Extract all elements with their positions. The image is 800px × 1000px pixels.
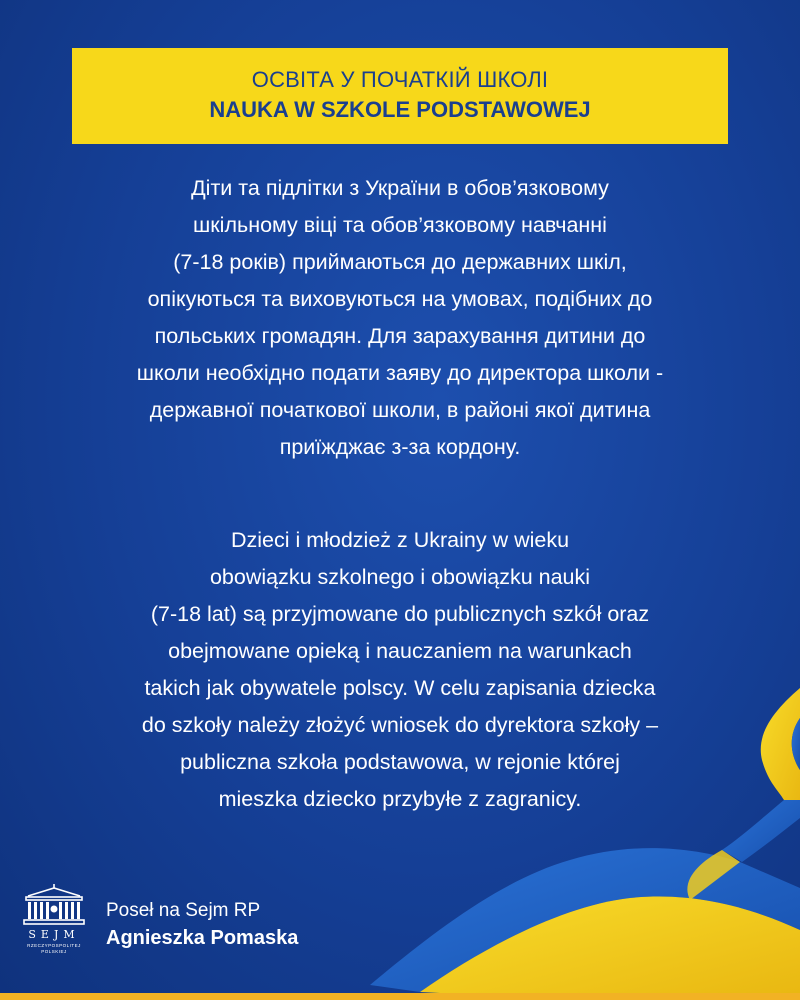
paragraph-line: Діти та підлітки з України в обов’язковому — [191, 176, 609, 200]
paragraph-line: mieszka dziecko przybyłe z zagranicy. — [218, 787, 582, 811]
footer-signature — [106, 898, 298, 952]
paragraph-ukrainian — [40, 170, 760, 466]
paragraph-line: obejmowane opieką i nauczaniem na warunkach — [168, 639, 632, 663]
title-banner — [72, 48, 728, 144]
bottom-accent-bar — [0, 993, 800, 1000]
logo-subtitle: POLSKIEJ — [41, 949, 67, 954]
paragraph-line: шкільному віці та обов’язковому навчанні — [193, 213, 607, 237]
paragraph-line: takich jak obywatele polscy. W celu zapisania dziecka — [144, 676, 656, 700]
footer-name: Agnieszka Pomaska — [106, 927, 299, 949]
paragraph-line: (7-18 lat) są przyjmowane do publicznych szkół oraz — [150, 602, 650, 626]
paragraph-line: приїжджає з-за кордону. — [279, 435, 521, 459]
paragraph-line: польських громадян. Для зарахування дитини до — [154, 324, 646, 348]
paragraph-line: publiczna szkoła podstawowa, w rejonie której — [180, 750, 620, 774]
logo-subtitle: RZECZYPOSPOLITEJ — [27, 943, 81, 948]
paragraph-line: Dzieci i młodzież z Ukrainy w wieku — [230, 528, 570, 552]
footer-role: Poseł na Sejm RP — [106, 900, 261, 921]
logo-wordmark: SEJM — [28, 928, 80, 941]
title-ukrainian: ОСВІТА У ПОЧАТКІЙ ШКОЛІ — [251, 67, 549, 92]
paragraph-line: do szkoły należy złożyć wniosek do dyrektora szkoły – — [141, 713, 659, 737]
paragraph-line: державної початкової школи, в районі якої дитина — [149, 398, 651, 422]
paragraph-line: опікуються та виховуються на умовах, подібних до — [147, 287, 653, 311]
paragraph-line: школи необхідно подати заяву до директора школи - — [136, 361, 664, 385]
paragraph-line: (7-18 років) приймаються до державних шкіл, — [173, 250, 627, 274]
paragraph-line: obowiązku szkolnego i obowiązku nauki — [209, 565, 591, 589]
paragraph-polish — [40, 522, 760, 818]
title-polish: NAUKA W SZKOLE PODSTAWOWEJ — [209, 97, 591, 122]
